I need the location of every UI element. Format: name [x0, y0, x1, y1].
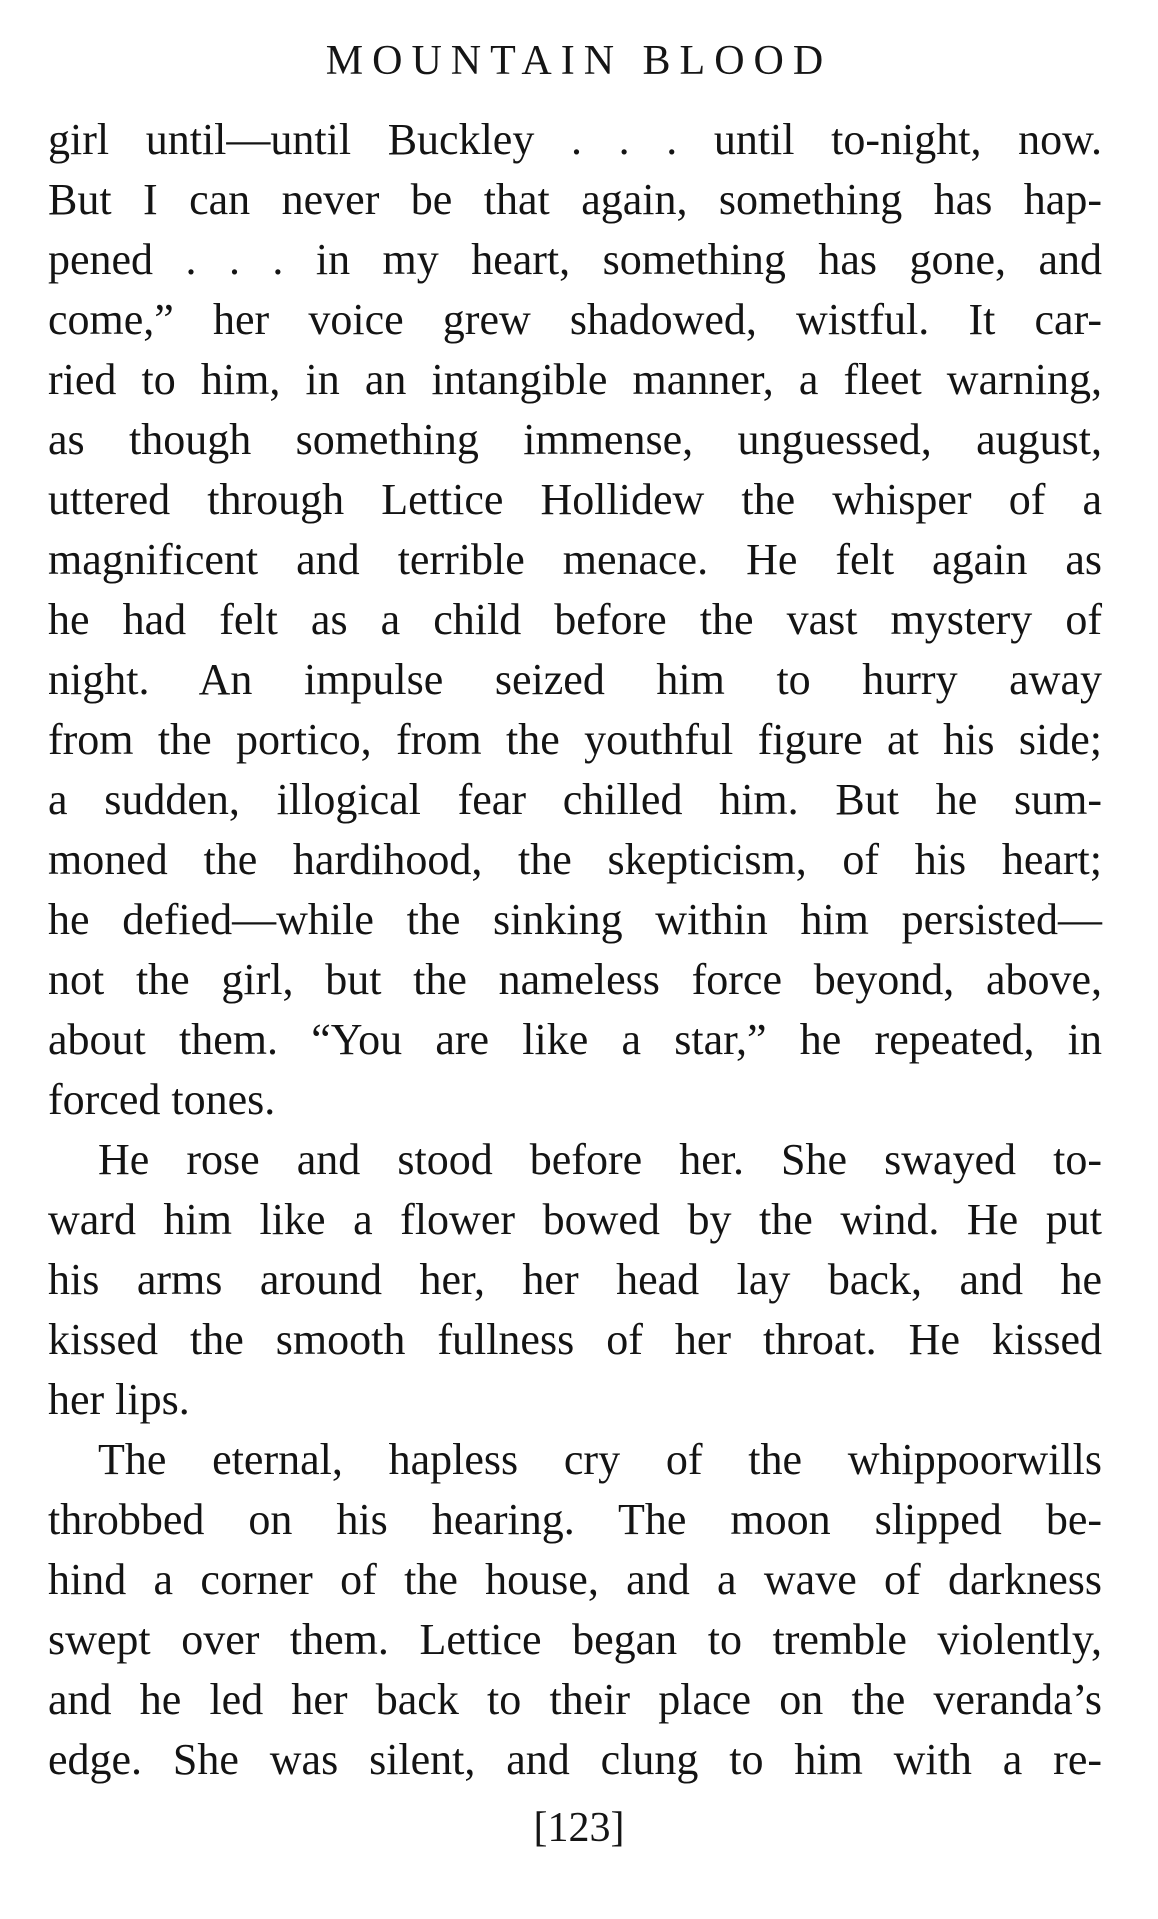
text-line: ward him like a flower bowed by the wind. He put — [48, 1195, 1102, 1244]
text-line: hind a corner of the house, and a wave of darkness — [48, 1555, 1102, 1604]
text-line: and he led her back to their place on the veranda’s — [48, 1675, 1102, 1724]
text-line: his arms around her, her head lay back, and he — [48, 1255, 1102, 1304]
text-line: kissed the smooth fullness of her throat. He kissed — [48, 1315, 1102, 1364]
text-line: a sudden, illogical fear chilled him. But he sum- — [48, 775, 1102, 824]
text-line: he had felt as a child before the vast mystery of — [48, 595, 1102, 644]
text-line: as though something immense, unguessed, august, — [48, 415, 1102, 464]
text-line: ried to him, in an intangible manner, a fleet warning, — [48, 355, 1102, 404]
text-line: night. An impulse seized him to hurry away — [48, 655, 1102, 704]
paragraph-1 — [48, 110, 1102, 1130]
paragraph-2 — [48, 1130, 1102, 1430]
text-line: swept over them. Lettice began to tremble violently, — [48, 1615, 1102, 1664]
text-line: uttered through Lettice Hollidew the whisper of a — [48, 475, 1102, 524]
text-line: come,” her voice grew shadowed, wistful. It car- — [48, 295, 1102, 344]
text-line: from the portico, from the youthful figure at his side; — [48, 715, 1102, 764]
text-line: The eternal, hapless cry of the whippoorwills — [98, 1435, 1102, 1484]
paragraph-3 — [48, 1430, 1102, 1790]
text-line: forced tones. — [48, 1075, 276, 1124]
text-line: He rose and stood before her. She swayed to- — [98, 1135, 1102, 1184]
text-line: throbbed on his hearing. The moon slipped be- — [48, 1495, 1102, 1544]
running-head: MOUNTAIN BLOOD — [325, 38, 833, 84]
text-line: not the girl, but the nameless force beyond, above, — [48, 955, 1102, 1004]
text-line: girl until—until Buckley . . . until to-night, now. — [48, 115, 1102, 164]
text-line: edge. She was silent, and clung to him with a re- — [48, 1735, 1102, 1784]
text-line: But I can never be that again, something has hap- — [48, 175, 1102, 224]
text-line: moned the hardihood, the skepticism, of his heart; — [48, 835, 1102, 884]
text-line: about them. “You are like a star,” he repeated, in — [48, 1015, 1102, 1064]
text-line: pened . . . in my heart, something has gone, and — [48, 235, 1102, 284]
text-line: magnificent and terrible menace. He felt again as — [48, 535, 1102, 584]
body-text — [48, 108, 1102, 1790]
text-line: he defied—while the sinking within him persisted— — [48, 895, 1102, 944]
page-number: [123] — [533, 1805, 625, 1851]
text-line: her lips. — [48, 1375, 190, 1424]
